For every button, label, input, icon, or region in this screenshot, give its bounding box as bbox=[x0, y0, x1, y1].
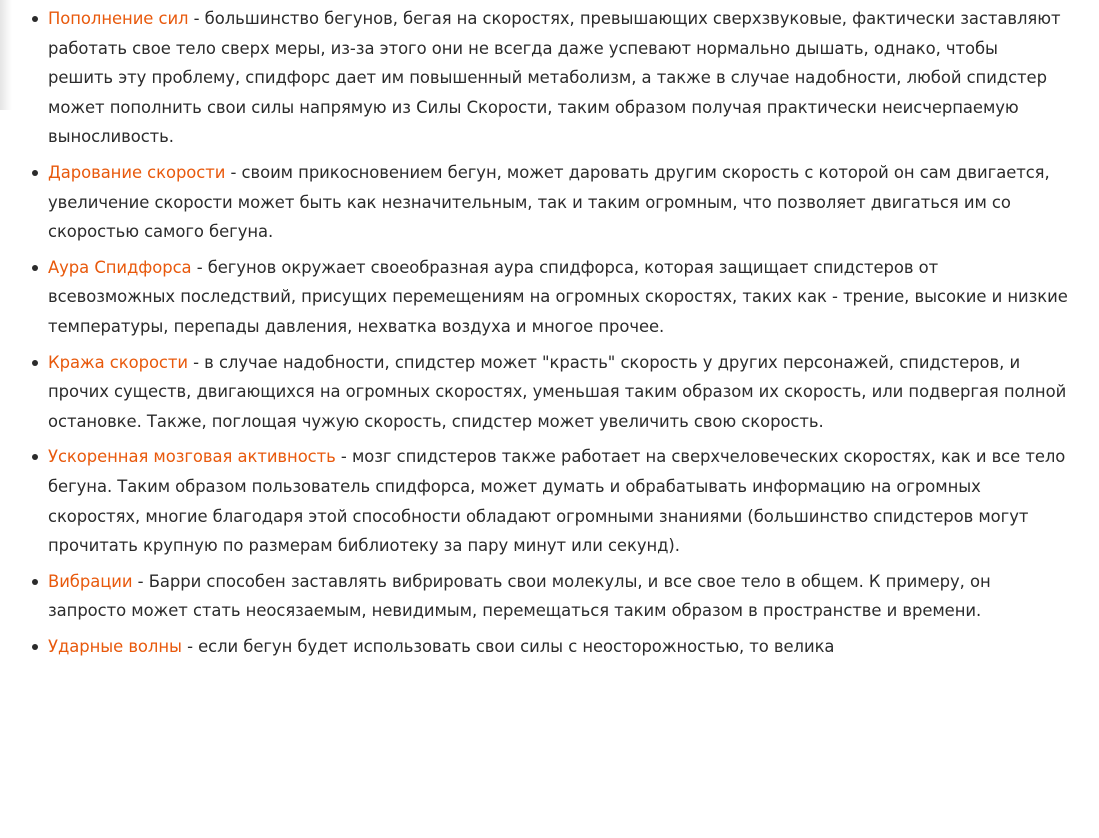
item-description: - Барри способен заставлять вибрировать свои молекулы, и все свое тело в общем. К примеру, он запросто может стать неосязаемым, невидимым, перемещаться таким образом в пространстве и времени. bbox=[48, 571, 991, 621]
bullet-icon bbox=[32, 644, 38, 650]
item-description: - если бегун будет использовать свои силы с неосторожностью, то велика bbox=[181, 636, 835, 656]
term-link[interactable]: Ударные волны bbox=[48, 636, 182, 656]
list-item bbox=[48, 4, 1068, 152]
item-description: - в случае надобности, спидстер может "красть" скорость у других персонажей, спидстеров, и прочих существ, двигающихся на огромных скоростях, уменьшая таким образом их скорость, или подвергая полной остановке. Также, поглощая чужую скорость, спидстер может увеличить свою скорость. bbox=[48, 352, 1067, 431]
list-item bbox=[48, 348, 1068, 437]
list-item bbox=[48, 567, 1068, 626]
term-link[interactable]: Пополнение сил bbox=[48, 9, 189, 28]
left-edge-shadow bbox=[0, 0, 12, 110]
term-link[interactable]: Дарование скорости bbox=[48, 162, 226, 182]
item-description: - своим прикосновением бегун, может даровать другим скорость с которой он сам двигается, увеличение скорости может быть как незначительным, так и таким огромным, что позволяет двигаться им со скоростью самого бегуна. bbox=[48, 162, 1050, 242]
bullet-icon bbox=[32, 170, 38, 176]
item-description: - мозг спидстеров также работает на сверхчеловеческих скоростях, как и все тело бегуна. Таким образом пользователь спидфорса, может думать и обрабатывать информацию на огромных скоростях, многие благодаря этой способности обладают огромными знаниями (большинство спидстеров могут прочитать крупную по размерам библиотеку за пару минут или секунд). bbox=[48, 447, 1066, 556]
term-link[interactable]: Кража скорости bbox=[48, 352, 188, 372]
list-item bbox=[48, 158, 1068, 247]
item-description: - бегунов окружает своеобразная аура спидфорса, которая защищает спидстеров от всевозможных последствий, присущих перемещениям на огромных скоростях, таких как - трение, высокие и низкие температуры, перепады давления, нехватка воздуха и многое прочее. bbox=[48, 257, 1068, 336]
bullet-icon bbox=[32, 579, 38, 585]
bullet-icon bbox=[32, 265, 38, 271]
term-link[interactable]: Вибрации bbox=[48, 571, 133, 591]
item-description: - большинство бегунов, бегая на скоростях, превышающих сверхзвуковые, фактически заставляют работать свое тело сверх меры, из-за этого они не всегда даже успевают нормально дышать, однако, чтобы решить эту проблему, спидфорс дает им повышенный метаболизм, а также в случае надобности, любой спидстер может пополнить свои силы напрямую из Силы Скорости, таким образом получая практически неисчерпаемую выносливость. bbox=[48, 9, 1061, 147]
list-item bbox=[48, 632, 1068, 662]
bullet-icon bbox=[32, 360, 38, 366]
term-link[interactable]: Аура Спидфорса bbox=[48, 257, 192, 277]
term-link[interactable]: Ускоренная мозговая активность bbox=[48, 447, 336, 467]
list-item bbox=[48, 253, 1068, 342]
bullet-icon bbox=[32, 454, 38, 460]
bullet-icon bbox=[32, 16, 38, 22]
list-item bbox=[48, 442, 1068, 560]
ability-list bbox=[48, 4, 1068, 667]
